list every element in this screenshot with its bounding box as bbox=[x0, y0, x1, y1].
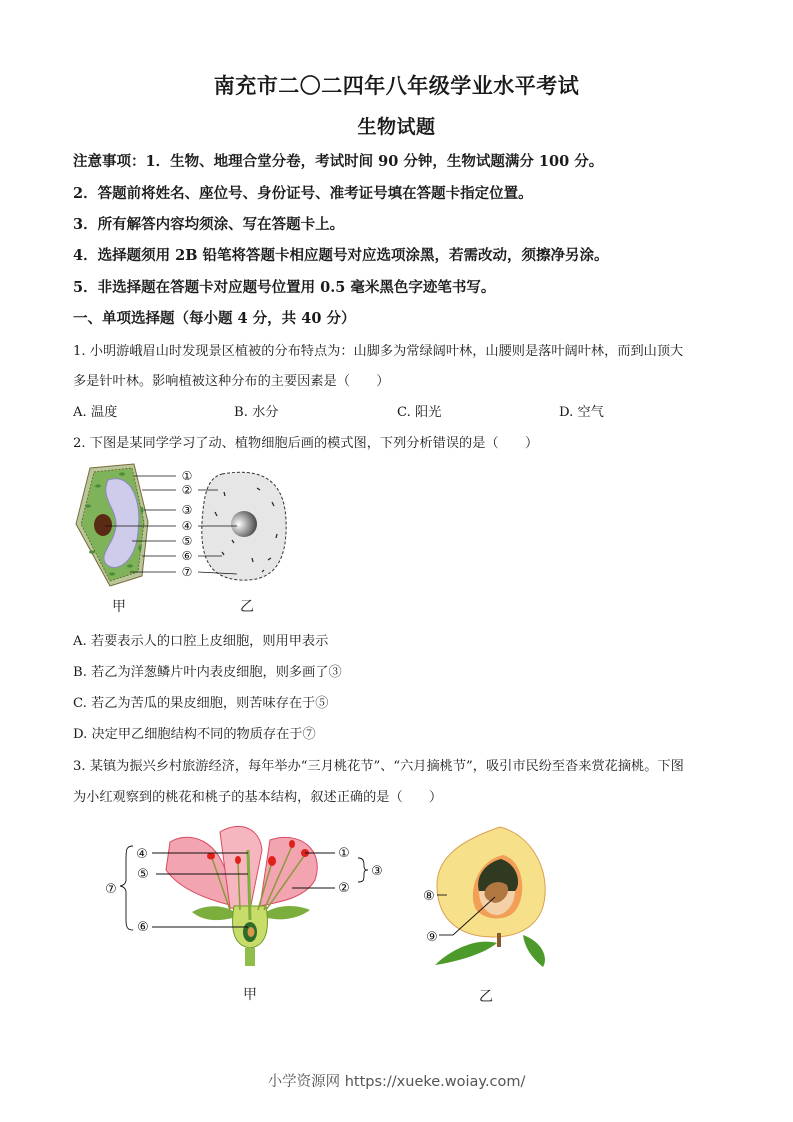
svg-text:④: ④ bbox=[181, 519, 193, 533]
svg-text:⑤: ⑤ bbox=[181, 534, 193, 548]
note-item-2: 2．答题前将姓名、座位号、身份证号、准考证号填在答题卡指定位置。 bbox=[73, 185, 533, 202]
cell-diagram-svg bbox=[72, 462, 302, 592]
peach-diagram-svg bbox=[415, 825, 565, 975]
footer-watermark: 小学资源网 https://xueke.woiay.com/ bbox=[267, 1074, 526, 1090]
q2-option-d: D. 决定甲乙细胞结构不同的物质存在于⑦ bbox=[73, 727, 316, 742]
svg-text:②: ② bbox=[338, 881, 350, 896]
svg-text:③: ③ bbox=[181, 503, 193, 517]
note-item-5: 5．非选择题在答题卡对应题号位置用 0.5 毫米黑色字迹笔书写。 bbox=[73, 279, 496, 296]
q1-option-b: B. 水分 bbox=[234, 405, 279, 420]
svg-text:⑦: ⑦ bbox=[105, 882, 117, 897]
q2-option-c: C. 若乙为苦瓜的果皮细胞，则苦味存在于⑤ bbox=[73, 696, 329, 711]
peach-diagram bbox=[415, 825, 565, 975]
note-item-1: 注意事项：1．生物、地理合堂分卷，考试时间 90 分钟，生物试题满分 100 分。 bbox=[73, 153, 604, 170]
cell-caption-left: 甲 bbox=[112, 599, 126, 615]
q1-option-a: A. 温度 bbox=[73, 405, 118, 420]
q3-stem-line1: 3. 某镇为振兴乡村旅游经济，每年举办“三月桃花节”、“六月摘桃节”，吸引市民纷至沓来赏花摘桃。下图 bbox=[73, 759, 684, 774]
q2-option-a: A. 若要表示人的口腔上皮细胞，则用甲表示 bbox=[73, 634, 329, 649]
exam-title: 南充市二〇二四年八年级学业水平考试 bbox=[213, 73, 580, 98]
q2-stem-line1: 2. 下图是某同学学习了动、植物细胞后画的模式图，下列分析错误的是（ ） bbox=[73, 436, 539, 451]
svg-text:①: ① bbox=[338, 846, 350, 861]
q2-option-b: B. 若乙为洋葱鳞片叶内表皮细胞，则多画了③ bbox=[73, 665, 342, 680]
svg-text:⑨: ⑨ bbox=[426, 930, 438, 945]
cell-caption-right: 乙 bbox=[240, 599, 254, 615]
svg-text:⑦: ⑦ bbox=[181, 565, 193, 579]
note-item-4: 4．选择题须用 2B 铅笔将答题卡相应题号对应选项涂黑，若需改动，须擦净另涂。 bbox=[73, 247, 609, 264]
svg-text:⑤: ⑤ bbox=[137, 867, 149, 882]
flower-diagram-svg bbox=[100, 820, 390, 970]
note-item-3: 3．所有解答内容均须涂、写在答题卡上。 bbox=[73, 216, 345, 233]
q1-stem-line2: 多是针叶林。影响植被这种分布的主要因素是（ ） bbox=[73, 374, 390, 389]
svg-text:②: ② bbox=[181, 483, 193, 497]
svg-text:⑧: ⑧ bbox=[423, 889, 435, 904]
svg-text:⑥: ⑥ bbox=[181, 549, 193, 563]
exam-subtitle: 生物试题 bbox=[357, 116, 436, 138]
svg-text:⑥: ⑥ bbox=[137, 920, 149, 935]
flower-diagram bbox=[100, 820, 390, 970]
section-title: 一、单项选择题（每小题 4 分，共 40 分） bbox=[73, 310, 356, 327]
q1-option-c: C. 阳光 bbox=[397, 405, 442, 420]
svg-text:①: ① bbox=[181, 469, 193, 483]
cell-diagram bbox=[72, 462, 302, 592]
svg-text:④: ④ bbox=[136, 847, 148, 862]
q1-stem-line1: 1. 小明游峨眉山时发现景区植被的分布特点为：山脚多为常绿阔叶林，山腰则是落叶阔叶林，而到山顶大 bbox=[73, 344, 684, 359]
q1-option-d: D. 空气 bbox=[559, 405, 604, 420]
q3-stem-line2: 为小红观察到的桃花和桃子的基本结构，叙述正确的是（ ） bbox=[73, 790, 443, 805]
svg-text:③: ③ bbox=[371, 864, 383, 879]
peach-caption: 乙 bbox=[479, 989, 493, 1005]
flower-caption: 甲 bbox=[243, 987, 257, 1003]
